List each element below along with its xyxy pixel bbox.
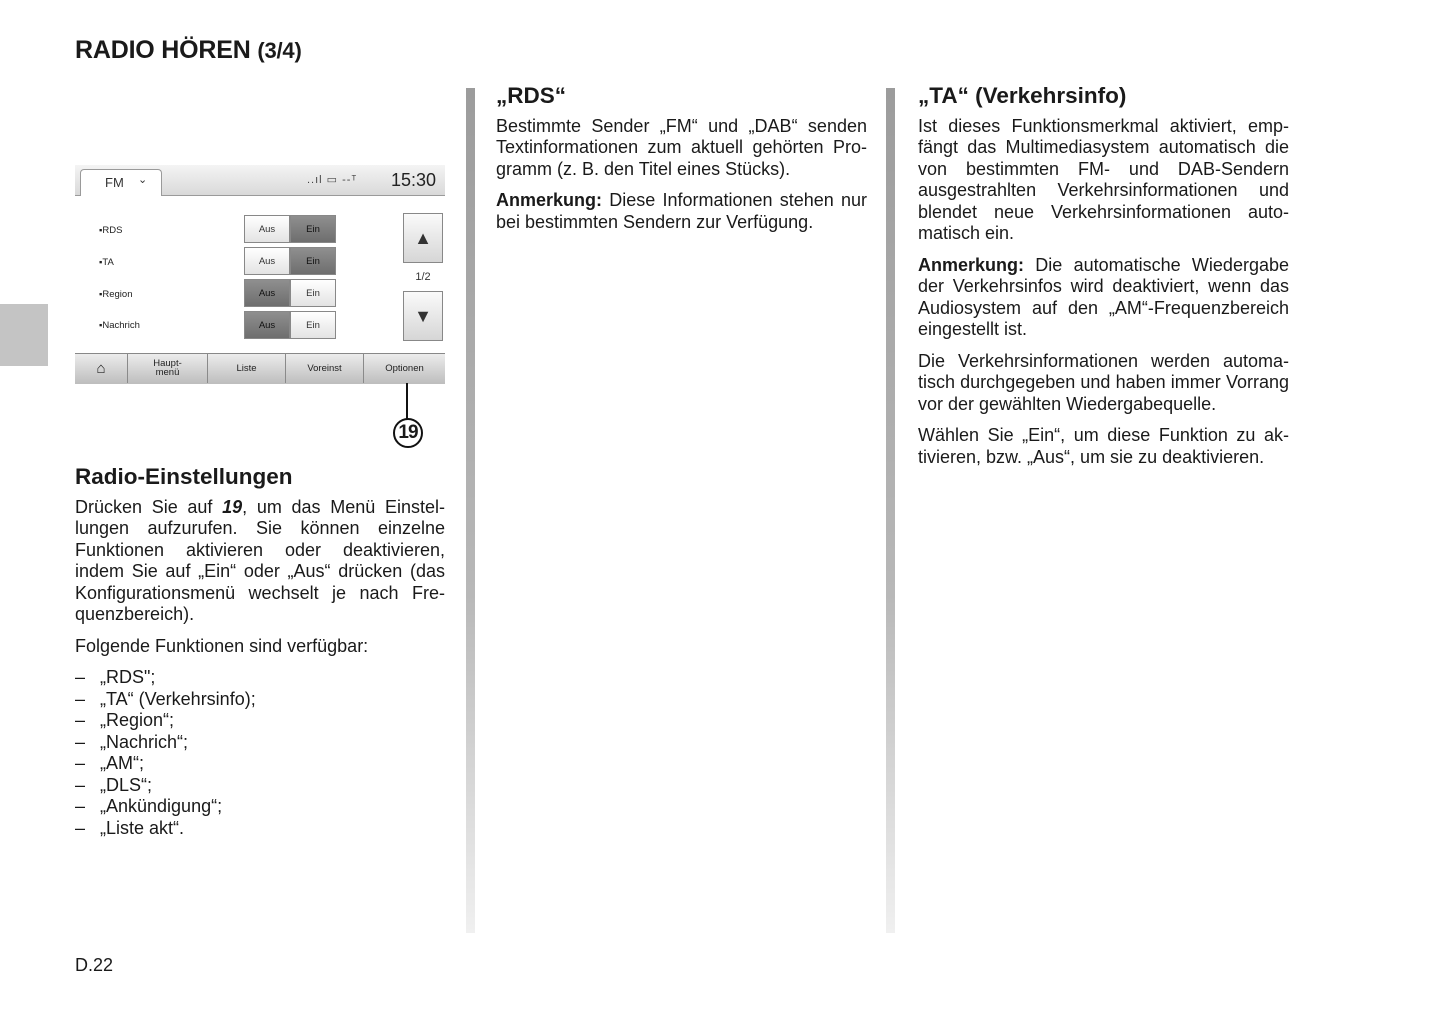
row-label-nachrich: ▪Nachrich (99, 320, 140, 331)
callout-marker-19: 19 (393, 418, 423, 448)
chevron-down-icon: ⌄ (138, 174, 148, 186)
ta-section (918, 85, 1289, 478)
ta-text: Ist dieses Funktionsmerkmal aktiviert, empfängt das Multimediasystem automatisch die von bestimmten FM- und DAB-Sendern ausgestrahlten Verkehrsinformationen und blendet neue Verkehrsinformationen automatisch ein. (918, 115, 1289, 243)
rds-heading: „RDS“ (496, 83, 567, 108)
list-item: – „Ankündigung“; (75, 796, 445, 818)
liste-button: Liste (208, 353, 286, 383)
chapter-tab (0, 304, 48, 366)
list-item: – „Liste akt“. (75, 818, 445, 840)
home-icon: ⌂ (75, 353, 128, 383)
rds-aus-button: Aus (244, 215, 290, 243)
scroll-up-icon: ▲ (403, 213, 443, 263)
signal-icon: ..ıl ▭ --ᵀ (307, 174, 358, 186)
rds-section (496, 85, 867, 243)
list-item: – „TA“ (Verkehrsinfo); (75, 689, 445, 711)
scroll-down-icon: ▼ (403, 291, 443, 341)
list-item: – „Nachrich“; (75, 732, 445, 754)
column-divider (466, 88, 475, 933)
rds-text: Bestimmte Sender „FM“ und „DAB“ senden Textinformationen zum aktuell gehörten Programm (z. B. den Titel eines Stücks). (496, 115, 867, 179)
list-item: – „RDS"; (75, 667, 445, 689)
hauptmenu-button: Haupt- menü (128, 353, 208, 383)
ta-heading: „TA“ (Verkehrsinfo) (918, 83, 1127, 108)
rds-ein-button: Ein (290, 215, 336, 243)
ta-priority-text: Die Verkehrsinformationen werden automatisch durchgegeben und haben immer Vorrang vor der gewählten Wiedergabequelle. (918, 350, 1289, 414)
list-item: – „AM“; (75, 753, 445, 775)
nachrich-ein-button: Ein (290, 311, 336, 339)
row-label-region: ▪Region (99, 289, 133, 300)
page-title-main: RADIO HÖREN (75, 36, 251, 64)
column-divider (886, 88, 895, 933)
radio-screen-illustration (75, 165, 445, 383)
ta-ein-button: Ein (290, 247, 336, 275)
radio-settings-heading: Radio-Einstellungen (75, 464, 293, 489)
radio-settings-intro: Drücken Sie auf 19, um das Menü Einstellungen aufzurufen. Sie können einzelne Funktionen aktivieren oder deaktivieren, indem Sie auf „Ein“ oder „Aus“ drücken (das Konfigurationsmenü wechselt je nach Frequenzbereich). (75, 496, 445, 624)
region-aus-button: Aus (244, 279, 290, 307)
callout-line (406, 383, 408, 419)
screen-clock: 15:30 (391, 170, 437, 190)
ta-aus-button: Aus (244, 247, 290, 275)
page-title (75, 36, 302, 65)
list-item: – „Region“; (75, 710, 445, 732)
row-label-ta: ▪TA (99, 257, 114, 268)
page-number: D.22 (75, 955, 114, 975)
functions-available-text: Folgende Funktionen sind verfügbar: (75, 635, 369, 656)
ta-activation-text: Wählen Sie „Ein“, um diese Funktion zu aktivieren, bzw. „Aus“, um sie zu deaktivieren. (918, 425, 1289, 467)
page-title-sub: (3/4) (257, 38, 302, 63)
list-item: – „DLS“; (75, 775, 445, 797)
rds-note: Anmerkung: Diese Informationen stehen nur bei bestimmten Sendern zur Verfügung. (496, 190, 867, 232)
nachrich-aus-button: Aus (244, 311, 290, 339)
row-label-rds: ▪RDS (99, 225, 123, 236)
band-label: FM (105, 175, 124, 190)
optionen-button: Optionen (385, 362, 424, 374)
radio-settings-section (75, 466, 445, 839)
voreinst-button: Voreinst (286, 353, 364, 383)
page-indicator: 1/2 (415, 271, 431, 283)
ta-note: Anmerkung: Die automatische Wiedergabe der Verkehrsinfos wird deaktiviert, wenn das Audiosystem auf den „AM“-Frequenzbereich eingestellt ist. (918, 254, 1289, 339)
region-ein-button: Ein (290, 279, 336, 307)
functions-list (75, 667, 445, 839)
